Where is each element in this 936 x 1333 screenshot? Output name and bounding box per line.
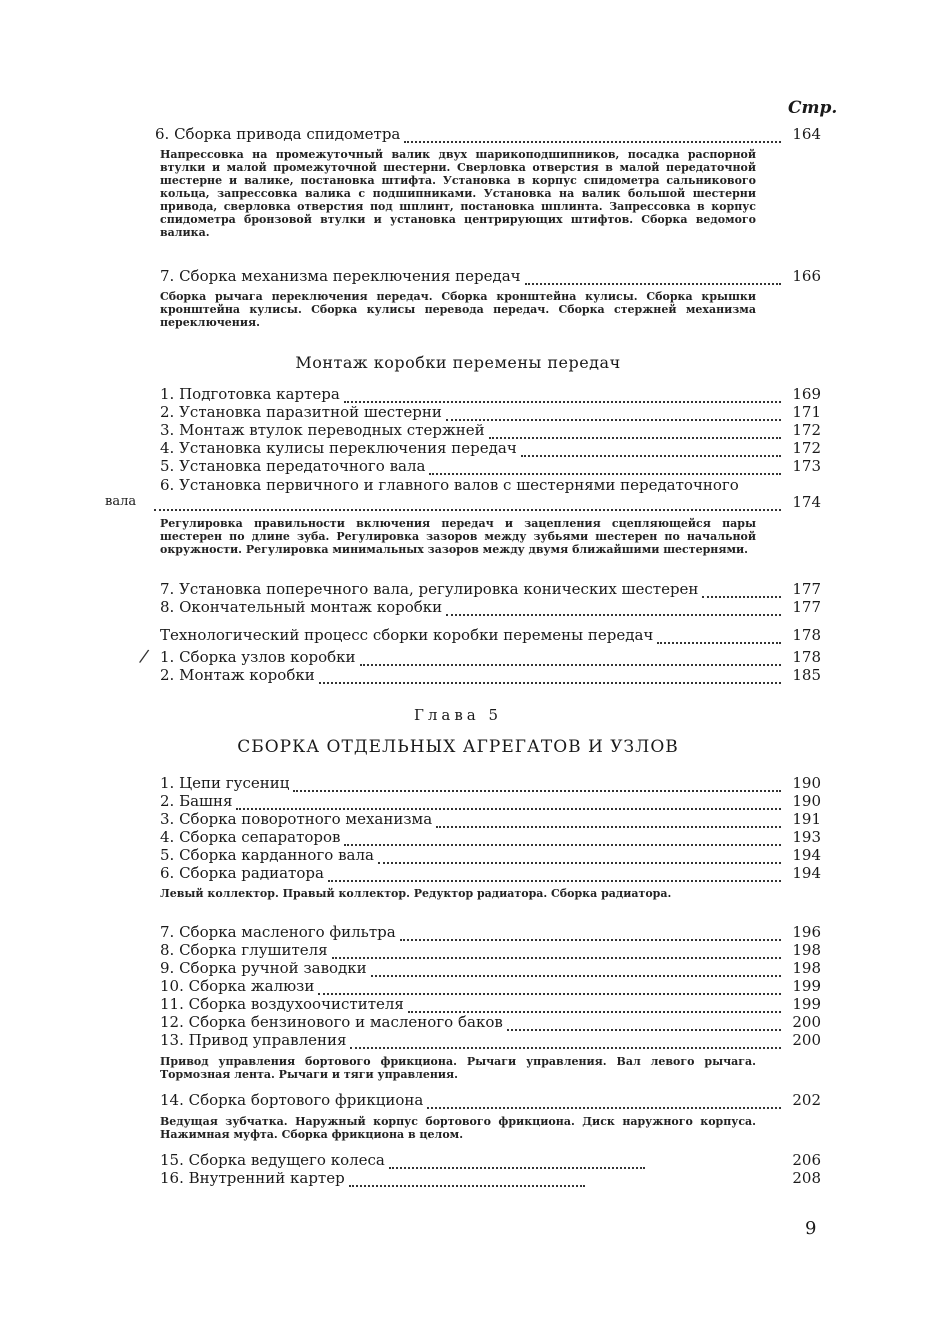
toc-entry-label: 4. Установка кулисы переключения передач (160, 439, 517, 457)
toc-entry-label: 15. Сборка ведущего колеса (160, 1151, 385, 1169)
leader-dots (446, 601, 781, 616)
toc-entry[interactable] (160, 457, 821, 475)
page-column-label: Стр. (788, 98, 838, 118)
toc-entry[interactable] (155, 125, 821, 143)
toc-entry-label: 1. Сборка узлов коробки (160, 648, 356, 666)
leader-dots (154, 496, 781, 511)
toc-entry-label: вала (105, 494, 137, 509)
toc-entry-label: 6. Сборка радиатора (160, 864, 324, 882)
toc-entry-page: 194 (792, 846, 821, 864)
leader-dots (319, 669, 781, 684)
toc-entry-label: 2. Башня (160, 792, 233, 810)
toc-entry[interactable] (160, 846, 821, 864)
toc-entry[interactable] (160, 1169, 821, 1187)
toc-entry-page: 172 (792, 421, 821, 439)
leader-dots (446, 406, 781, 421)
leader-dots (521, 442, 781, 457)
margin-pencil-mark: / (137, 645, 151, 668)
toc-entry[interactable] (160, 580, 821, 598)
toc-entry[interactable] (160, 439, 821, 457)
toc-entry[interactable] (160, 774, 821, 792)
leader-dots (360, 651, 781, 666)
toc-entry-label: 6. Установка первичного и главного валов с шестернями передаточного (160, 476, 739, 494)
toc-entry[interactable] (160, 385, 821, 403)
toc-entry[interactable] (160, 828, 821, 846)
toc-entry-label: 6. Сборка привода спидометра (155, 125, 401, 143)
toc-entry[interactable] (160, 864, 821, 882)
toc-entry-label: Технологический процесс сборки коробки перемены передач (160, 626, 654, 644)
toc-entry-note: Напрессовка на промежуточный валик двух шарикоподшипников, посадка распорной втулки и малой промежуточной шестерни. Сверловка отверстия в малой передаточной шестерне и валике, постановка штифта. Установка в корпус спидометра сальникового кольца, запрессовка валика с подшипниками. Установка на валик большой шестерни привода, сверловка отверстия под шплинт, постановка шплинта. Запрессовка в корпус спидометра бронзовой втулки и установка центрирующих штифтов. Сборка ведомого валика. (160, 148, 756, 239)
toc-entry-page: 171 (792, 403, 821, 421)
leader-dots (371, 962, 781, 977)
toc-entry-label: 13. Привод управления (160, 1031, 347, 1049)
toc-entry-page: 164 (792, 125, 821, 143)
toc-entry-page: 190 (792, 774, 821, 792)
toc-entry-label: 1. Цепи гусениц (160, 774, 290, 792)
toc-entry-label: 2. Монтаж коробки (160, 666, 315, 684)
toc-entry[interactable] (105, 493, 821, 511)
leader-dots (429, 460, 781, 475)
toc-entry-page: 172 (792, 439, 821, 457)
toc-entry-page: 169 (792, 385, 821, 403)
leader-dots (427, 1094, 781, 1109)
leader-dots (702, 583, 781, 598)
leader-dots (318, 980, 781, 995)
toc-entry[interactable] (160, 1013, 821, 1031)
toc-entry[interactable] (160, 810, 821, 828)
toc-entry-page: 198 (792, 941, 821, 959)
toc-entry-label: 7. Сборка механизма переключения передач (160, 267, 521, 285)
leader-dots (344, 388, 781, 403)
toc-entry[interactable] (160, 648, 821, 666)
leader-dots (293, 777, 781, 792)
chapter-number: Глава 5 (413, 706, 503, 724)
toc-entry[interactable] (160, 267, 821, 285)
toc-entry-page: 194 (792, 864, 821, 882)
toc-entry-line[interactable] (160, 476, 821, 494)
toc-entry-label: 3. Монтаж втулок переводных стержней (160, 421, 485, 439)
leader-dots (507, 1016, 781, 1031)
leader-dots (408, 998, 781, 1013)
toc-entry[interactable] (160, 1031, 821, 1049)
leader-dots (236, 795, 781, 810)
toc-entry-page: 191 (792, 810, 821, 828)
toc-entry-page: 174 (792, 493, 821, 511)
leader-dots (657, 629, 781, 644)
toc-entry-note: Ведущая зубчатка. Наружный корпус бортового фрикциона. Диск наружного корпуса. Нажимная муфта. Сборка фрикциона в целом. (160, 1115, 756, 1141)
toc-entry[interactable] (160, 626, 821, 644)
toc-entry-label: 7. Установка поперечного вала, регулировка конических шестерен (160, 580, 699, 598)
toc-entry-page: 190 (792, 792, 821, 810)
toc-entry-label: 16. Внутренний картер (160, 1169, 345, 1187)
toc-entry-page: 178 (792, 648, 821, 666)
toc-entry-page: 206 (792, 1151, 821, 1169)
leader-dots (525, 270, 781, 285)
leader-dots (400, 926, 781, 941)
toc-entry-note: Сборка рычага переключения передач. Сборка кронштейна кулисы. Сборка крышки кронштейна кулисы. Сборка кулисы перевода передач. Сборка стержней механизма переключения. (160, 290, 756, 329)
toc-entry-label: 1. Подготовка картера (160, 385, 340, 403)
toc-entry-label: 2. Установка паразитной шестерни (160, 403, 442, 421)
toc-entry-label: 3. Сборка поворотного механизма (160, 810, 433, 828)
toc-entry-page: 199 (792, 977, 821, 995)
leader-dots (489, 424, 781, 439)
toc-entry-note: Привод управления бортового фрикциона. Рычаги управления. Вал левого рычага. Тормозная лента. Рычаги и тяги управления. (160, 1055, 756, 1081)
toc-entry-label: 8. Сборка глушителя (160, 941, 328, 959)
toc-entry-note: Регулировка правильности включения передач и зацепления сцепляющейся пары шестерен по длине зуба. Регулировка зазоров между зубьями шестерен по начальной окружности. Регулировка минимальных зазоров между двумя ближайшими шестернями. (160, 517, 756, 556)
toc-entry[interactable] (160, 941, 821, 959)
toc-entry-page: 200 (792, 1013, 821, 1031)
toc-entry[interactable] (160, 995, 821, 1013)
leader-dots (349, 1172, 585, 1187)
toc-entry-label: 9. Сборка ручной заводки (160, 959, 367, 977)
toc-entry-label: 11. Сборка воздухоочистителя (160, 995, 404, 1013)
toc-entry[interactable] (160, 792, 821, 810)
toc-entry-page: 196 (792, 923, 821, 941)
toc-entry[interactable] (160, 403, 821, 421)
page-number: 9 (805, 1218, 817, 1239)
toc-entry-page: 177 (792, 580, 821, 598)
leader-dots (436, 813, 781, 828)
leader-dots (332, 944, 781, 959)
toc-entry[interactable] (160, 598, 821, 616)
leader-dots (344, 831, 781, 846)
toc-entry[interactable] (160, 977, 821, 995)
toc-entry-page: 193 (792, 828, 821, 846)
toc-entry-label: 8. Окончательный монтаж коробки (160, 598, 443, 616)
toc-entry[interactable] (160, 666, 821, 684)
toc-entry-note: Левый коллектор. Правый коллектор. Редуктор радиатора. Сборка радиатора. (160, 887, 672, 900)
toc-entry[interactable] (160, 1091, 821, 1109)
toc-entry-page: 208 (792, 1169, 821, 1187)
toc-entry[interactable] (160, 959, 821, 977)
toc-entry-label: 10. Сборка жалюзи (160, 977, 315, 995)
leader-dots (404, 128, 781, 143)
leader-dots (328, 867, 781, 882)
leader-dots (350, 1034, 781, 1049)
toc-entry[interactable] (160, 1151, 821, 1169)
toc-entry[interactable] (160, 421, 821, 439)
toc-entry-label: 5. Сборка карданного вала (160, 846, 374, 864)
toc-entry-page: 199 (792, 995, 821, 1013)
toc-entry-page: 202 (792, 1091, 821, 1109)
toc-entry-page: 200 (792, 1031, 821, 1049)
toc-entry-label: 14. Сборка бортового фрикциона (160, 1091, 424, 1109)
leader-dots (378, 849, 781, 864)
toc-entry-page: 198 (792, 959, 821, 977)
toc-entry-label: 7. Сборка масленого фильтра (160, 923, 396, 941)
leader-dots (389, 1154, 645, 1169)
toc-entry-page: 185 (792, 666, 821, 684)
toc-entry-label: 4. Сборка сепараторов (160, 828, 341, 846)
toc-entry-label: 5. Установка передаточного вала (160, 457, 426, 475)
toc-entry[interactable] (160, 923, 821, 941)
toc-entry-page: 178 (792, 626, 821, 644)
toc-entry-page: 173 (792, 457, 821, 475)
section-heading: Монтаж коробки перемены передач (295, 353, 621, 372)
chapter-title: СБОРКА ОТДЕЛЬНЫХ АГРЕГАТОВ И УЗЛОВ (237, 737, 679, 757)
toc-entry-page: 177 (792, 598, 821, 616)
toc-entry-label: 12. Сборка бензинового и масленого баков (160, 1013, 503, 1031)
toc-entry-page: 166 (792, 267, 821, 285)
